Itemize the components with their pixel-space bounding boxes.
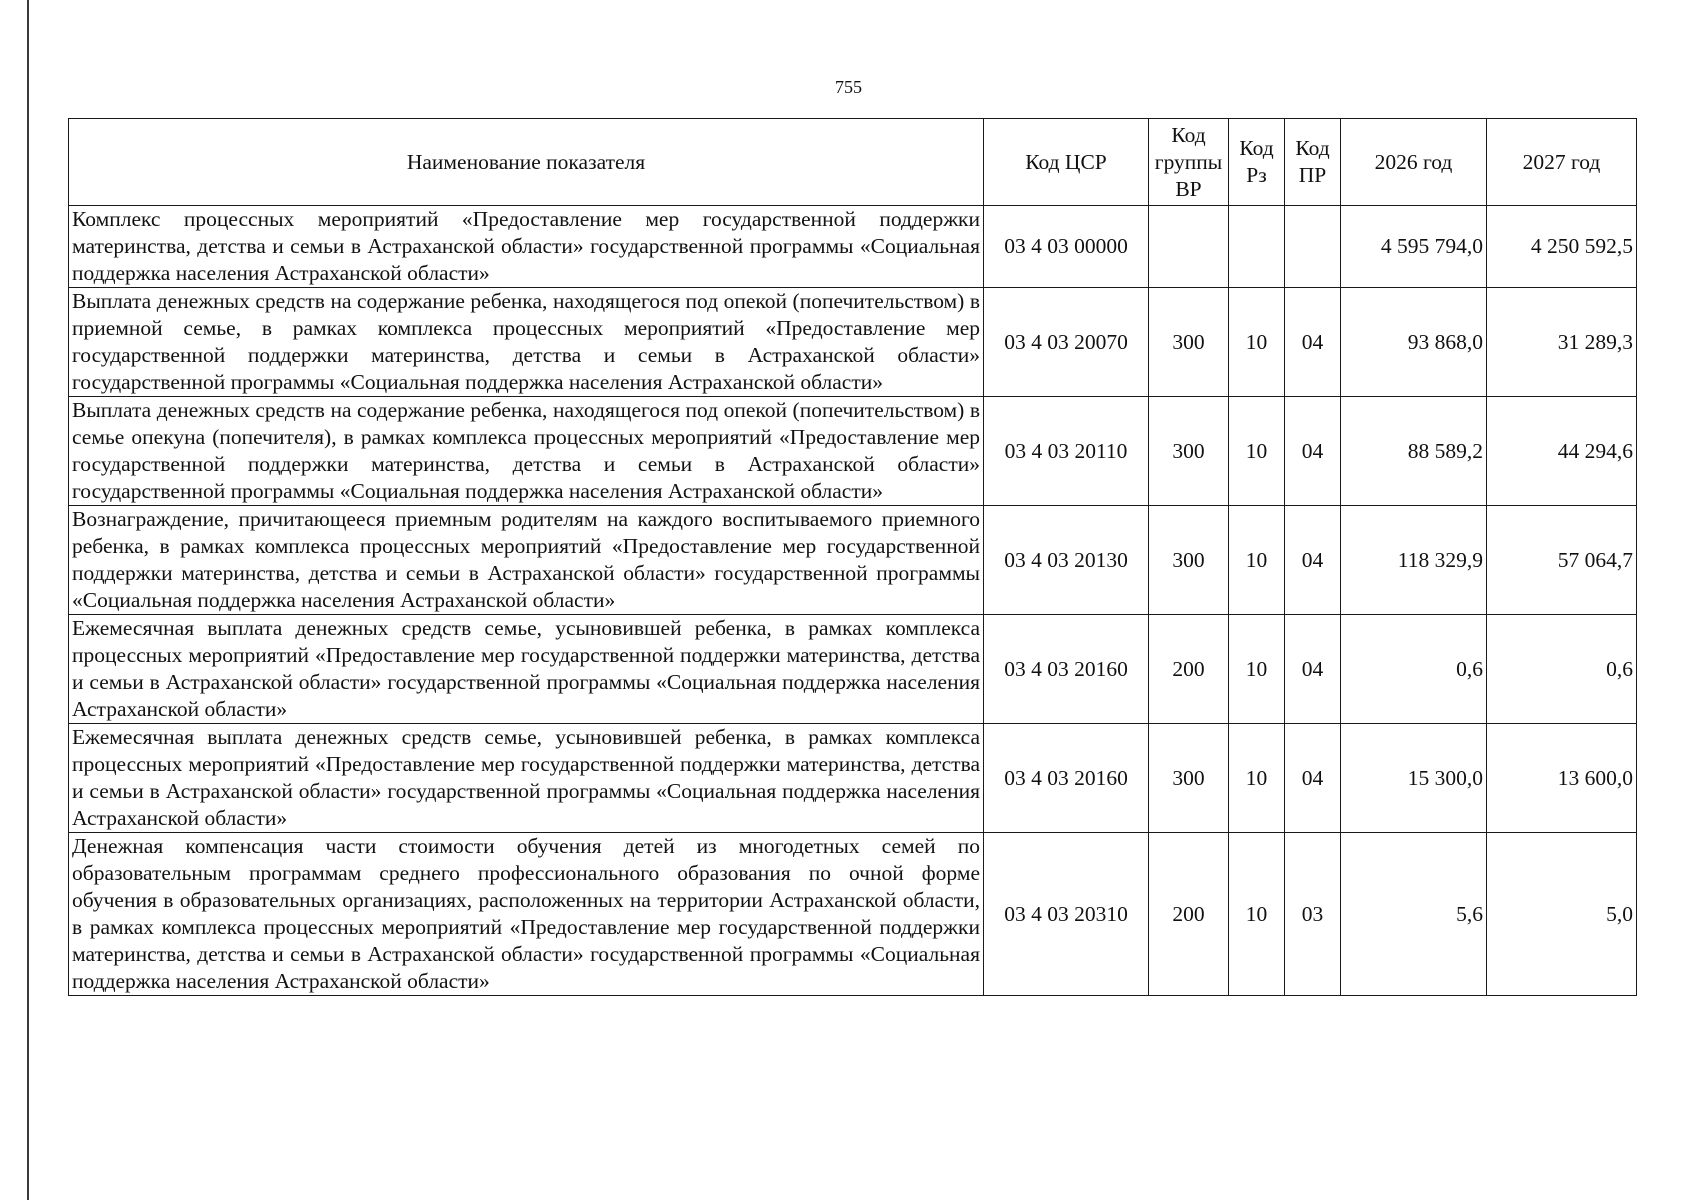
table-row: [69, 397, 1637, 506]
row-amount-2026: 93 868,0: [1341, 288, 1487, 397]
row-csr-code: 03 4 03 00000: [984, 206, 1149, 288]
table-row: [69, 506, 1637, 615]
row-pr-code: 04: [1285, 397, 1341, 506]
row-pr-code: 04: [1285, 615, 1341, 724]
row-name: Ежемесячная выплата денежных средств семье, усыновившей ребенка, в рамках комплекса процессных мероприятий «Предоставление мер государственной поддержки материнства, детства и семьи в Астраханской области» государственной программы «Социальная поддержка населения Астраханской области»: [69, 724, 984, 833]
row-pr-code: [1285, 206, 1341, 288]
row-csr-code: 03 4 03 20160: [984, 615, 1149, 724]
table-row: [69, 724, 1637, 833]
header-name: Наименование показателя: [69, 119, 984, 206]
row-name: Выплата денежных средств на содержание ребенка, находящегося под опекой (попечительством) в приемной семье, в рамках комплекса процессных мероприятий «Предоставление мер государственной поддержки материнства, детства и семьи в Астраханской области» государственной программы «Социальная поддержка населения Астраханской области»: [69, 288, 984, 397]
row-amount-2027: 0,6: [1487, 615, 1637, 724]
header-rz-line1: Код: [1239, 136, 1274, 160]
row-rz-code: 10: [1229, 506, 1285, 615]
row-vr-code: 300: [1149, 724, 1229, 833]
header-vr-line1: Код: [1171, 122, 1206, 147]
row-name: Вознаграждение, причитающееся приемным родителям на каждого воспитываемого приемного ребенка, в рамках комплекса процессных мероприятий «Предоставление мер государственной поддержки материнства, детства и семьи в Астраханской области» государственной программы «Социальная поддержка населения Астраханской области»: [69, 506, 984, 615]
row-rz-code: [1229, 206, 1285, 288]
header-pr-line1: Код: [1295, 136, 1330, 160]
row-name: Комплекс процессных мероприятий «Предоставление мер государственной поддержки материнства, детства и семьи в Астраханской области» государственной программы «Социальная поддержка населения Астраханской области»: [69, 206, 984, 288]
row-amount-2027: 31 289,3: [1487, 288, 1637, 397]
row-amount-2027: 5,0: [1487, 833, 1637, 996]
row-pr-code: 04: [1285, 288, 1341, 397]
page-number: 755: [835, 77, 862, 97]
row-amount-2027: 13 600,0: [1487, 724, 1637, 833]
row-amount-2027: 4 250 592,5: [1487, 206, 1637, 288]
header-vr-line2: группы: [1154, 149, 1223, 174]
row-vr-code: 300: [1149, 397, 1229, 506]
table-row: [69, 288, 1637, 397]
row-amount-2026: 5,6: [1341, 833, 1487, 996]
row-csr-code: 03 4 03 20130: [984, 506, 1149, 615]
table-row: [69, 615, 1637, 724]
header-year-2027: 2027 год: [1487, 119, 1637, 206]
header-vr-line3: ВР: [1175, 176, 1202, 201]
header-pr-line2: ПР: [1298, 163, 1327, 187]
table-header: [69, 119, 1637, 206]
budget-table: [68, 118, 1637, 996]
row-amount-2027: 57 064,7: [1487, 506, 1637, 615]
row-vr-code: [1149, 206, 1229, 288]
table-row: [69, 833, 1637, 996]
row-amount-2026: 88 589,2: [1341, 397, 1487, 506]
row-rz-code: 10: [1229, 724, 1285, 833]
row-pr-code: 04: [1285, 724, 1341, 833]
header-rz-line2: Рз: [1246, 163, 1267, 187]
header-pr-code: [1285, 119, 1341, 206]
row-amount-2026: 118 329,9: [1341, 506, 1487, 615]
row-rz-code: 10: [1229, 833, 1285, 996]
row-name: Денежная компенсация части стоимости обучения детей из многодетных семей по образовательным программам среднего профессионального образования по очной форме обучения в образовательных организациях, расположенных на территории Астраханской области, в рамках комплекса процессных мероприятий «Предоставление мер государственной поддержки материнства, детства и семьи в Астраханской области» государственной программы «Социальная поддержка населения Астраханской области»: [69, 833, 984, 996]
row-csr-code: 03 4 03 20310: [984, 833, 1149, 996]
row-csr-code: 03 4 03 20160: [984, 724, 1149, 833]
header-csr-code: Код ЦСР: [984, 119, 1149, 206]
table-body: [69, 206, 1637, 996]
row-pr-code: 04: [1285, 506, 1341, 615]
row-csr-code: 03 4 03 20110: [984, 397, 1149, 506]
row-name: Выплата денежных средств на содержание ребенка, находящегося под опекой (попечительством) в семье опекуна (попечителя), в рамках комплекса процессных мероприятий «Предоставление мер государственной поддержки материнства, детства и семьи в Астраханской области» государственной программы «Социальная поддержка населения Астраханской области»: [69, 397, 984, 506]
row-rz-code: 10: [1229, 615, 1285, 724]
row-vr-code: 300: [1149, 506, 1229, 615]
row-amount-2026: 4 595 794,0: [1341, 206, 1487, 288]
table-row: [69, 206, 1637, 288]
row-rz-code: 10: [1229, 397, 1285, 506]
row-vr-code: 200: [1149, 833, 1229, 996]
header-rz-code: [1229, 119, 1285, 206]
row-rz-code: 10: [1229, 288, 1285, 397]
row-amount-2026: 15 300,0: [1341, 724, 1487, 833]
row-vr-code: 300: [1149, 288, 1229, 397]
row-csr-code: 03 4 03 20070: [984, 288, 1149, 397]
row-amount-2027: 44 294,6: [1487, 397, 1637, 506]
header-year-2026: 2026 год: [1341, 119, 1487, 206]
row-name: Ежемесячная выплата денежных средств семье, усыновившей ребенка, в рамках комплекса процессных мероприятий «Предоставление мер государственной поддержки материнства, детства и семьи в Астраханской области» государственной программы «Социальная поддержка населения Астраханской области»: [69, 615, 984, 724]
page-binding-line: [27, 0, 29, 1200]
row-pr-code: 03: [1285, 833, 1341, 996]
row-amount-2026: 0,6: [1341, 615, 1487, 724]
header-row: [69, 119, 1637, 206]
row-vr-code: 200: [1149, 615, 1229, 724]
header-vr-code: [1149, 119, 1229, 206]
